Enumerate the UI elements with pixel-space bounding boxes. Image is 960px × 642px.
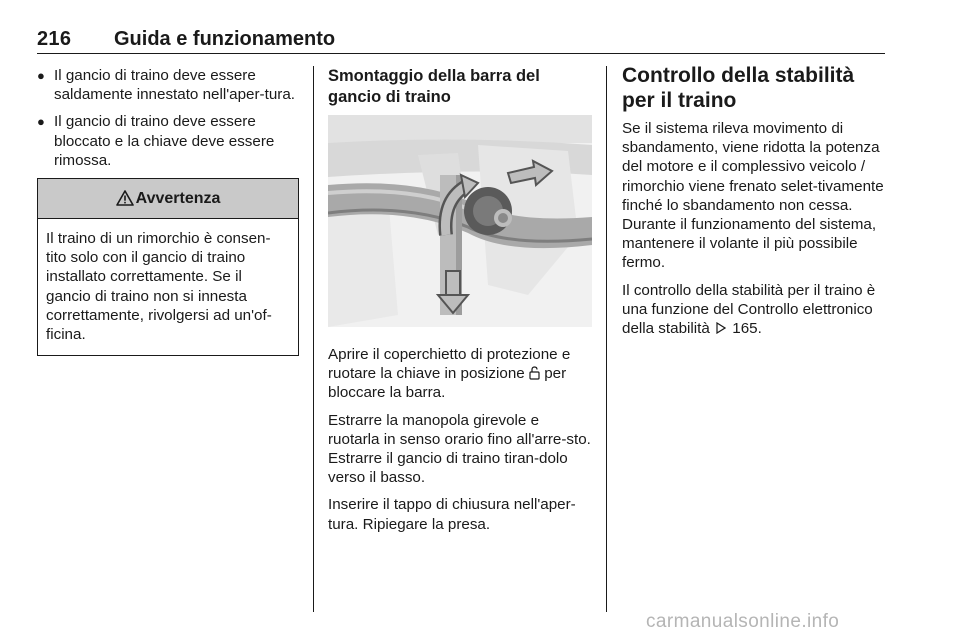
paragraph-3: Inserire il tappo di chiusura nell'aper-tura. Ripiegare la presa. — [328, 496, 576, 533]
bullet-text: Il gancio di traino deve essere saldamente innestato nell'aper-tura. — [54, 67, 295, 104]
column-divider-1 — [313, 66, 314, 612]
paragraph-stability-2-text: Il controllo della stabilità per il traino è una funzione del Controllo elettronico della stabilità — [622, 281, 876, 338]
paragraph-stability-2 — [622, 281, 888, 339]
list-item — [37, 66, 299, 104]
bullet-icon: ● — [37, 68, 45, 83]
section-title: Guida e funzionamento — [114, 28, 336, 50]
column-3 — [622, 66, 888, 346]
paragraph-2: Estrarre la manopola girevole e ruotarla in senso orario fino all'arre-sto. Estrarre il gancio di traino tiran-dolo verso il basso. — [328, 411, 591, 487]
warning-text: Il traino di un rimorchio è consen-tito solo con il gancio di traino installato correttamente. Se il gancio di traino non si innesta correttamente, rivolgersi ad un'of-ficina. — [46, 230, 272, 344]
page-reference-arrow-icon — [716, 322, 726, 334]
bullet-icon: ● — [37, 114, 45, 130]
warning-triangle-icon — [116, 190, 134, 206]
tow-bar-drawing — [328, 115, 592, 327]
page-header — [37, 28, 885, 54]
warning-title: Avvertenza — [135, 189, 221, 207]
bullet-list — [37, 66, 299, 170]
warning-box — [37, 178, 299, 356]
column-divider-2 — [606, 66, 607, 612]
warning-header — [38, 179, 298, 219]
page-reference-link[interactable]: 165. — [732, 320, 762, 338]
paragraph-1-text: Aprire il coperchietto di protezione e ruotare la chiave in posizione — [328, 346, 571, 383]
paragraph-1-text-end: per bloccare la barra. — [328, 365, 567, 402]
paragraph-stability-1: Se il sistema rileva movimento di sbandamento, viene ridotta la potenza del motore e il complessivo veicolo / rimorchio viene frenato selet-tivamente finché lo sbandamento non cessa. Durante il funzionamento del sistema, mantenere il volante il più possibile fermo. — [622, 120, 884, 272]
watermark: carmanualsonline.info — [646, 611, 840, 632]
section-heading: Smontaggio della barra del gancio di traino — [328, 67, 540, 106]
section-heading-stability: Controllo della stabilità per il traino — [622, 64, 855, 112]
paragraph-1 — [328, 345, 592, 403]
list-item — [37, 112, 299, 170]
open-padlock-icon — [529, 366, 540, 380]
bullet-text: Il gancio di traino deve essere bloccato e la chiave deve essere rimossa. — [54, 113, 275, 169]
tow-bar-illustration — [328, 115, 592, 327]
page-number: 216 — [37, 28, 72, 50]
column-2 — [328, 66, 592, 542]
column-1 — [37, 66, 299, 356]
